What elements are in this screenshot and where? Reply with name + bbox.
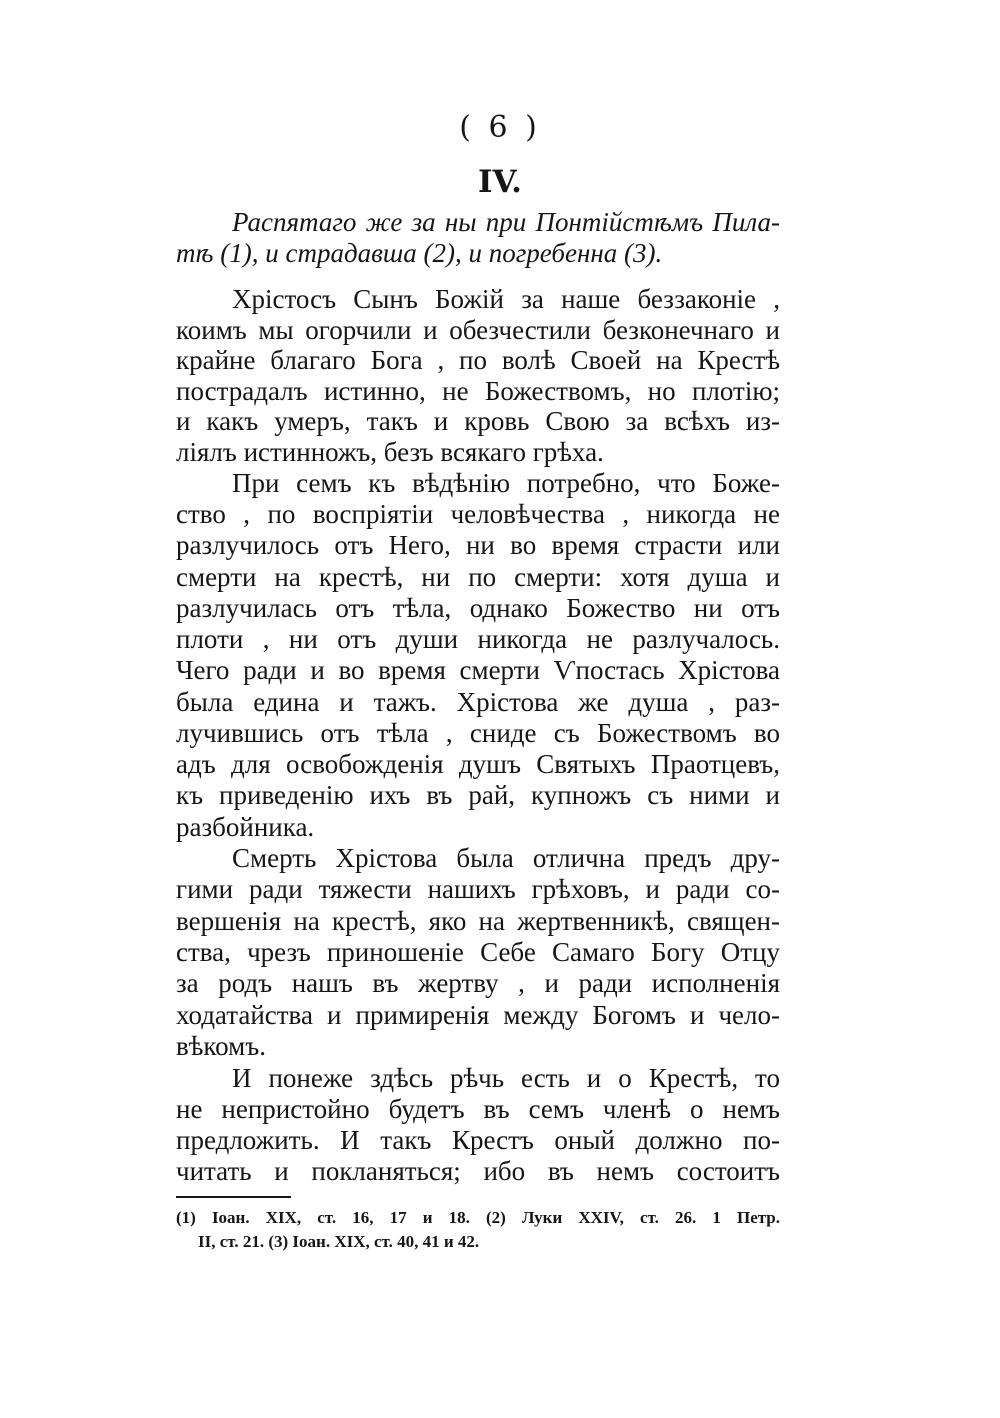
- paragraph-line: вершенія на крестѣ, яко на жертвенникѣ, священ-: [176, 906, 780, 936]
- paragraph-line: читать и покланяться; ибо въ немъ состоитъ: [176, 1156, 780, 1186]
- paragraph-line: Хрістосъ Сынъ Божій за наше беззаконіе ,: [232, 284, 780, 314]
- paragraph-line: разбойника.: [176, 812, 315, 842]
- paragraph-line: предложить. И такъ Крестъ оный должно по-: [176, 1125, 780, 1155]
- paragraph-line: адъ для освобожденія душъ Святыхъ Праотцевъ,: [176, 749, 780, 779]
- paragraph-line: лучившись отъ тѣла , сниде съ Божествомъ во: [176, 718, 780, 748]
- paragraph-line: крайне благаго Бога , по волѣ Своей на Крестѣ: [176, 345, 780, 375]
- paragraph-line: При семъ къ вѣдѣнію потребно, что Боже-: [232, 468, 780, 498]
- page-number: ( 6 ): [459, 110, 541, 145]
- paragraph-line: и какъ умеръ, такъ и кровь Свою за всѣхъ из-: [176, 406, 780, 436]
- paragraph-line: И понеже здѣсь рѣчь есть и о Крестѣ, то: [232, 1063, 780, 1093]
- paragraph-line: пострадалъ истинно, не Божествомъ, но плотію;: [176, 376, 780, 406]
- paragraph-line: ходатайства и примиренія между Богомъ и чело-: [176, 1000, 780, 1030]
- paragraph-line: Чего ради и во время смерти Ѵпостась Хрістова: [176, 655, 780, 685]
- footnote-line: (1) Іоан. XIX, ст. 16, 17 и 18. (2) Луки XXIV, ст. 26. 1 Петр.: [176, 1208, 780, 1227]
- paragraph-line: не непристойно будетъ въ семъ членѣ о немъ: [176, 1094, 780, 1124]
- paragraph-line: разлучилась отъ тѣла, однако Божество ни отъ: [176, 593, 780, 623]
- paragraph-line: ство , по воспріятіи человѣчества , никогда не: [176, 499, 780, 529]
- article-line: тѣ (1), и страдавша (2), и погребенна (3).: [176, 238, 663, 268]
- paragraph-line: ства, чрезъ приношеніе Себе Самаго Богу Отцу: [176, 937, 780, 967]
- paragraph-line: гими ради тяжести нашихъ грѣховъ, и ради со-: [176, 874, 780, 904]
- paragraph-line: за родъ нашъ въ жертву , и ради исполненія: [176, 968, 780, 998]
- footnote-divider: [176, 1196, 291, 1198]
- paragraph-line: смерти на крестѣ, ни по смерти: хотя душа и: [176, 562, 780, 592]
- paragraph-line: вѣкомъ.: [176, 1031, 266, 1061]
- paragraph-line: коимъ мы огорчили и обезчестили безконечнаго и: [176, 315, 780, 345]
- paragraph-line: Смерть Хрістова была отлична предъ дру-: [232, 843, 780, 873]
- paragraph-line: плоти , ни отъ души никогда не разлучалось.: [176, 624, 780, 654]
- paragraph-line: къ приведенію ихъ въ рай, купножъ съ ними и: [176, 780, 780, 810]
- article-line: Распятаго же за ны при Понтійстѣмъ Пила-: [232, 207, 780, 237]
- paragraph-line: разлучилось отъ Него, ни во время страсти или: [176, 530, 780, 560]
- section-heading: IV.: [478, 164, 522, 200]
- paragraph-line: ліялъ истинножъ, безъ всякаго грѣха.: [176, 437, 604, 467]
- paragraph-line: была едина и тажъ. Хрістова же душа , раз-: [176, 687, 780, 717]
- footnote-line: II, ст. 21. (3) Іоан. XIX, ст. 40, 41 и 42.: [198, 1232, 480, 1251]
